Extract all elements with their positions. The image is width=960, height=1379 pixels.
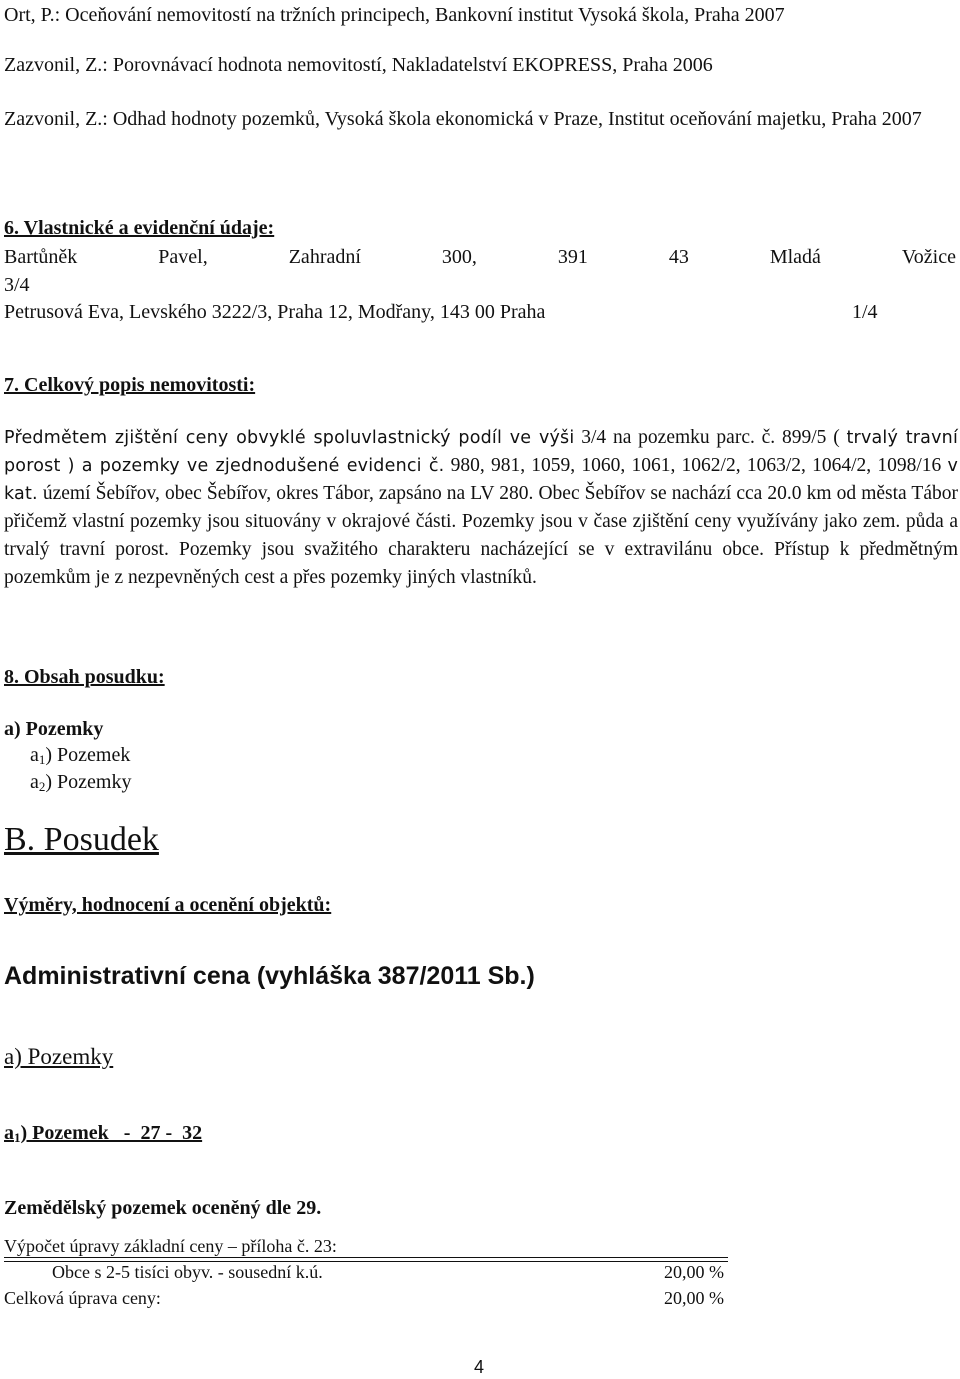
section8-heading: 8. Obsah posudku: [4,666,165,688]
owner2-line: Petrusová Eva, Levského 3222/3, Praha 12, Modřany, 143 00 Praha [4,301,546,323]
description-text: 980, 981, 1059, 1060, 1061, 1062/2, [450,455,741,476]
reference-ort: Ort, P.: Oceňování nemovitostí na tržních principech, Bankovní institut Vysoká škola, Praha 2007 [4,4,785,26]
owner2-share: 1/4 [852,301,878,323]
calc-total-label: Celková úprava ceny: [4,1288,161,1308]
owner1-line [4,244,956,271]
description-text: Obec Šebířov se nachází cca 20.0 km od města Tábor přičemž vlastní pozemky jsou situovány v okrajové části. Pozemky jsou v čase zjištění ceny využívány jako zem. půda a trvalý travní porost. Pozemky jsou svažitého charakteru nacházející se v extravilánu obce. Přístup k předmětným pozemkům je z nezpevněných cest a přes pozemky jiných vlastníků. [4,483,958,588]
contents-item-a: a) Pozemky [4,718,104,740]
land-heading: a) Pozemky [4,1044,114,1069]
owner1-word: Bartůněk [4,246,78,268]
calc-title: Výpočet úpravy základní ceny – příloha č. 23: [4,1235,728,1258]
land-item-a1-heading: $a_1$) Pozemek - 27 - 32 [4,1122,203,1145]
reference-zazvonil-1: Zazvonil, Z.: Porovnávací hodnota nemovitostí, Nakladatelství EKOPRESS, Praha 2006 [4,54,713,76]
contents-item-a1: $a_1$) Pozemek [30,744,131,767]
contents-item-a2: $a_2$) Pozemky [30,771,132,794]
reference-zazvonil-2: Zazvonil, Z.: Odhad hodnoty pozemků, Vysoká škola ekonomická v Praze, Institut oceňování majetku, Praha 2007 [4,108,922,130]
page-number: 4 [474,1357,485,1377]
description-text: Předmětem zjištění ceny obvyklé spoluvlastnický podíl ve výši [4,428,575,448]
owner1-word: Pavel, [158,246,208,268]
admin-price-title: Administrativní cena (vyhláška 387/2011 Sb.) [4,962,535,990]
owner1-word: Mladá [769,246,821,268]
section6-heading: 6. Vlastnické a evidenční údaje: [4,217,275,239]
owner1-word: Vožice [901,246,956,268]
agricultural-land-title: Zemědělský pozemek oceněný dle 29. [4,1197,322,1219]
description-text: území Šebířov, obec Šebířov, okres Tábor, zapsáno na LV 280. [42,483,534,504]
description-text: 1063/2, 1064/2, 1098/16 [746,455,942,476]
owner1-word: 43 [668,246,689,268]
section7-body [4,424,958,592]
calc-total-value: 20,00 % [664,1288,724,1308]
description-text: 3/4 na pozemku parc. č. 899/5 ( [581,427,840,448]
calc-row [4,1261,728,1282]
owner1-word: 391 [557,246,588,268]
owner1-share: 3/4 [4,274,30,296]
calc-label: Obce s 2-5 tisíci obyv. - sousední k.ú. [52,1262,323,1282]
description-text: trvalý travní porost ) a pozemky ve zjednodušené evidenci č. [4,428,959,476]
owner1-word: Zahradní [288,246,361,268]
calc-value: 20,00 % [664,1262,724,1282]
part-b-heading: B. Posudek [4,821,159,858]
owner1-word: 300, [441,246,477,268]
section7-heading: 7. Celkový popis nemovitosti: [4,374,256,396]
part-b-subheading: Výměry, hodnocení a ocenění objektů: [4,894,332,916]
description-text: v kat. [4,456,959,504]
